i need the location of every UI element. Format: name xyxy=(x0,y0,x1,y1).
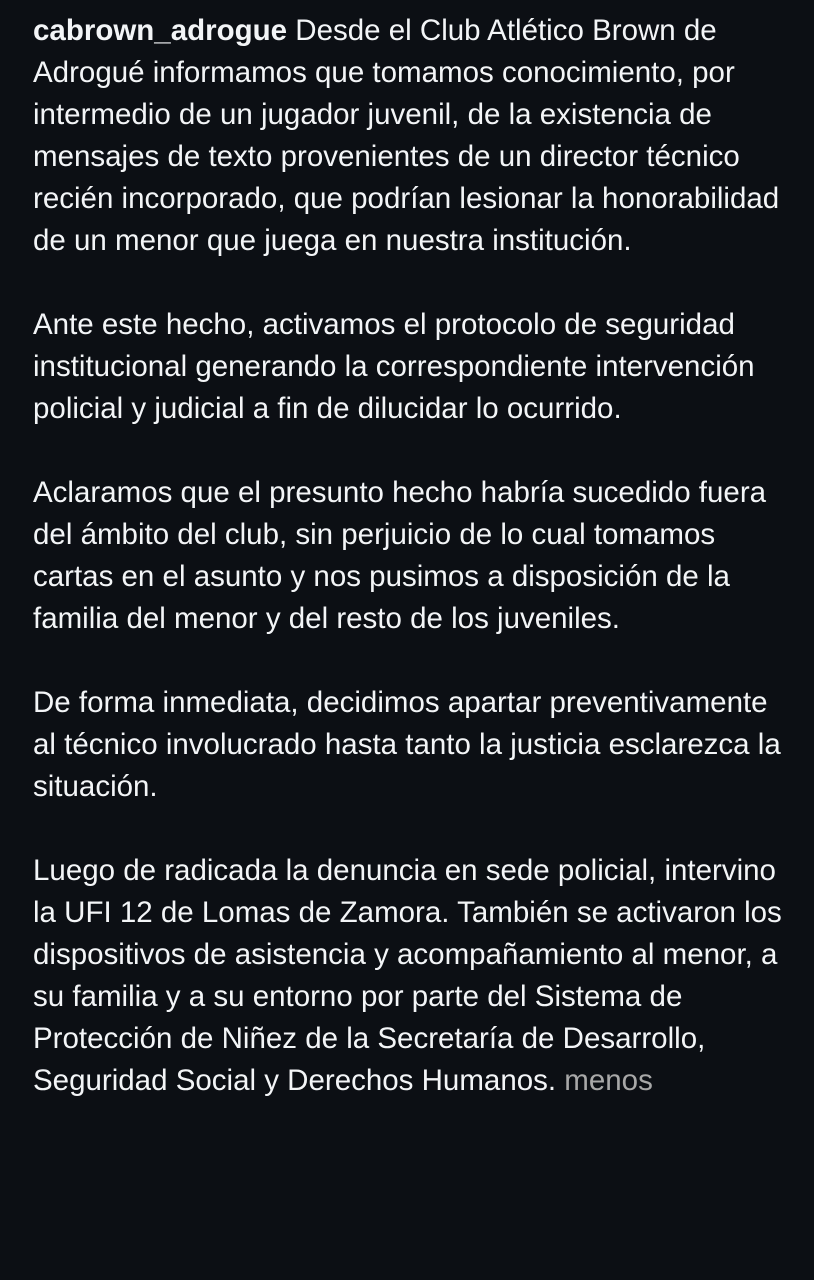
caption-text: Aclaramos que el presunto hecho habría sucedido fuera del ámbito del club, sin perjuicio de lo cual tomamos cartas en el asunto y nos pusimos a disposición de la familia del menor y del resto de los juveniles. xyxy=(33,476,767,635)
caption-paragraph xyxy=(33,304,784,430)
caption-paragraph xyxy=(33,850,784,1102)
caption-text: De forma inmediata, decidimos apartar preventivamente al técnico involucrado hasta tanto la justicia esclarezca la situación. xyxy=(33,686,781,803)
caption-paragraph xyxy=(33,10,784,262)
caption-text: Desde el Club Atlético Brown de Adrogué informamos que tomamos conocimiento, por intermedio de un jugador juvenil, de la existencia de mensajes de texto provenientes de un director técnico recién incorporado, que podrían lesionar la honorabilidad de un menor que juega en nuestra institución. xyxy=(33,14,780,257)
show-less-link[interactable]: menos xyxy=(564,1064,653,1097)
username-link[interactable]: cabrown_adrogue xyxy=(33,14,288,47)
caption-paragraph xyxy=(33,472,784,640)
caption-text: Ante este hecho, activamos el protocolo de seguridad institucional generando la correspondiente intervención policial y judicial a fin de dilucidar lo ocurrido. xyxy=(33,308,755,425)
caption-paragraph xyxy=(33,682,784,808)
caption-text: Luego de radicada la denuncia en sede policial, intervino la UFI 12 de Lomas de Zamora. También se activaron los dispositivos de asistencia y acompañamiento al menor, a su familia y a su entorno por parte del Sistema de Protección de Niñez de la Secretaría de Desarrollo, Seguridad Social y Derechos Humanos. xyxy=(33,854,782,1097)
